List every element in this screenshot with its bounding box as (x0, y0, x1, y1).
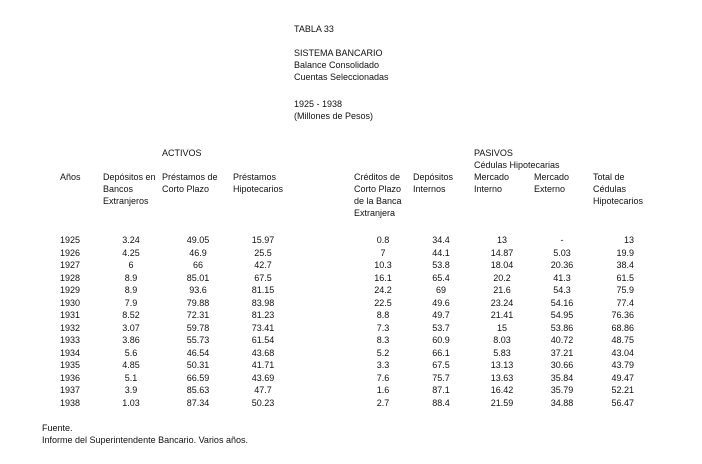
title-line-1: SISTEMA BANCARIO (294, 48, 383, 58)
cell-mercado-externo: 30.66 (550, 360, 574, 370)
cell-year: 1926 (60, 247, 81, 258)
header-line: Créditos de (354, 172, 401, 182)
cell-mercado-externo: 54.16 (550, 297, 574, 308)
cell-depositos-extranjeros: 7.9 (124, 297, 138, 308)
cell-total-cedulas: 76.36 (611, 310, 634, 320)
cell-depositos-internos: 34.4 (432, 235, 450, 245)
cell-prestamos-corto-plazo: 66.59 (186, 372, 210, 383)
cell-prestamos-corto-plazo: 55.73 (186, 335, 210, 345)
footer-source: Informe del Superintendente Bancario. Varios años. (42, 435, 248, 445)
cell-total-cedulas: 38.4 (616, 260, 634, 270)
cell-mercado-externo: 54.3 (553, 285, 571, 295)
header-line: Corto Plazo (162, 184, 210, 194)
col-header-depositos-internos (413, 171, 453, 195)
cell-creditos-banca-extranjera: 7.6 (376, 372, 390, 383)
cell-prestamos-corto-plazo: 72.31 (186, 310, 210, 320)
title-line-2: Balance Consolidado (294, 60, 380, 70)
cell-depositos-internos: 75.7 (432, 372, 450, 383)
cell-total-cedulas: 13 (623, 235, 634, 245)
cell-mercado-interno: 13.13 (490, 360, 514, 370)
col-header-anos (60, 171, 81, 183)
title-line-3: Cuentas Seleccionadas (294, 72, 389, 82)
cell-depositos-extranjeros: 3.9 (124, 385, 138, 395)
col-header-mercado-interno (474, 171, 509, 195)
cell-depositos-extranjeros: 5.1 (124, 372, 138, 383)
cell-year: 1930 (60, 297, 81, 308)
cell-depositos-extranjeros: 1.03 (122, 397, 140, 408)
cell-depositos-extranjeros: 3.07 (122, 322, 140, 333)
cell-depositos-extranjeros: 8.9 (124, 272, 138, 283)
col-header-prestamos-hipotecarios (233, 171, 283, 195)
cell-creditos-banca-extranjera: 10.3 (374, 260, 392, 270)
cell-prestamos-corto-plazo: 49.05 (186, 235, 210, 245)
cell-mercado-interno: 8.03 (493, 335, 511, 345)
cell-creditos-banca-extranjera: 2.7 (376, 397, 390, 408)
cell-depositos-internos: 69 (435, 285, 447, 295)
period: 1925 - 1938 (294, 99, 343, 109)
header-line: Depósitos en (103, 172, 156, 182)
cell-mercado-interno: 13.63 (490, 372, 514, 383)
cell-mercado-interno: 16.42 (490, 385, 514, 395)
header-line: Préstamos de (162, 172, 218, 182)
group-pasivos: PASIVOS (474, 148, 513, 158)
cell-mercado-interno: 15 (496, 322, 508, 333)
col-header-mercado-externo (534, 171, 569, 195)
cell-prestamos-corto-plazo: 59.78 (186, 322, 210, 333)
cell-prestamos-hipotecarios: 73.41 (251, 322, 275, 333)
group-cedulas: Cédulas Hipotecarias (474, 160, 560, 170)
cell-total-cedulas: 19.9 (616, 247, 634, 258)
cell-mercado-interno: 5.83 (493, 347, 511, 358)
cell-creditos-banca-extranjera: 7.3 (376, 322, 390, 333)
cell-total-cedulas: 43.04 (611, 347, 634, 358)
cell-creditos-banca-extranjera: 3.3 (376, 360, 390, 370)
cell-depositos-extranjeros: 8.9 (124, 285, 138, 295)
cell-prestamos-corto-plazo: 79.88 (186, 297, 210, 308)
cell-creditos-banca-extranjera: 1.6 (376, 385, 390, 395)
cell-prestamos-hipotecarios: 83.98 (251, 297, 275, 308)
cell-mercado-interno: 13 (496, 235, 508, 245)
col-header-creditos-banca-extranjera (354, 171, 402, 219)
header-line: Préstamos (233, 172, 277, 182)
cell-prestamos-hipotecarios: 50.23 (251, 397, 275, 408)
cell-prestamos-corto-plazo: 85.63 (186, 385, 210, 395)
cell-total-cedulas: 49.47 (611, 372, 634, 383)
header-line: Externo (534, 184, 566, 194)
cell-mercado-externo: 41.3 (553, 272, 571, 283)
cell-mercado-interno: 21.59 (490, 397, 514, 408)
cell-mercado-externo: 34.88 (550, 397, 574, 408)
cell-prestamos-hipotecarios: 42.7 (254, 260, 272, 270)
cell-year: 1927 (60, 260, 81, 270)
cell-mercado-externo: 5.03 (553, 247, 571, 258)
group-activos: ACTIVOS (162, 148, 202, 158)
cell-prestamos-hipotecarios: 47.7 (254, 385, 272, 395)
cell-year: 1937 (60, 385, 81, 395)
cell-prestamos-hipotecarios: 25.5 (254, 247, 272, 258)
cell-year: 1931 (60, 310, 81, 320)
cell-prestamos-corto-plazo: 46.54 (186, 347, 210, 358)
cell-mercado-interno: 23.24 (490, 297, 514, 308)
cell-prestamos-corto-plazo: 50.31 (186, 360, 210, 370)
cell-total-cedulas: 48.75 (611, 335, 634, 345)
col-header-total-cedulas (593, 171, 643, 207)
col-header-prestamos-corto-plazo (162, 171, 218, 195)
cell-depositos-internos: 49.6 (432, 297, 450, 308)
cell-creditos-banca-extranjera: 8.3 (376, 335, 390, 345)
col-header-depositos-extranjeros (103, 171, 156, 207)
cell-depositos-internos: 49.7 (432, 310, 450, 320)
cell-year: 1925 (60, 235, 81, 245)
cell-mercado-externo: 40.72 (550, 335, 574, 345)
header-line: Extranjeros (103, 196, 149, 206)
cell-prestamos-corto-plazo: 46.9 (189, 247, 207, 258)
cell-total-cedulas: 56.47 (611, 397, 634, 408)
header-line: Hipotecarios (233, 184, 284, 194)
cell-prestamos-hipotecarios: 61.54 (251, 335, 275, 345)
cell-depositos-internos: 67.5 (432, 360, 450, 370)
cell-total-cedulas: 68.86 (611, 322, 634, 333)
header-line: Interno (474, 184, 503, 194)
cell-creditos-banca-extranjera: 0.8 (376, 235, 390, 245)
header-line: Mercado (534, 172, 570, 182)
cell-total-cedulas: 61.5 (616, 272, 634, 283)
cell-mercado-externo: 20.36 (550, 260, 574, 270)
cell-prestamos-hipotecarios: 41.71 (251, 360, 275, 370)
cell-mercado-externo: 35.79 (550, 385, 574, 395)
cell-prestamos-hipotecarios: 67.5 (254, 272, 272, 283)
cell-depositos-internos: 88.4 (432, 397, 450, 408)
cell-prestamos-hipotecarios: 81.23 (251, 310, 275, 320)
cell-depositos-internos: 53.7 (432, 322, 450, 333)
cell-mercado-externo: 37.21 (550, 347, 574, 358)
cell-creditos-banca-extranjera: 7 (380, 247, 386, 258)
cell-depositos-internos: 66.1 (432, 347, 450, 358)
cell-mercado-interno: 14.87 (490, 247, 514, 258)
cell-total-cedulas: 43.79 (611, 360, 634, 370)
cell-year: 1936 (60, 372, 81, 383)
footer-label: Fuente. (42, 423, 73, 433)
header-line: Cédulas (593, 184, 627, 194)
cell-year: 1932 (60, 322, 81, 333)
cell-mercado-externo: - (560, 235, 564, 245)
cell-depositos-internos: 87.1 (432, 385, 450, 395)
cell-mercado-externo: 54.95 (550, 310, 574, 320)
cell-mercado-interno: 21.6 (493, 285, 511, 295)
header-line: Hipotecarios (593, 196, 644, 206)
cell-year: 1928 (60, 272, 81, 283)
cell-prestamos-hipotecarios: 81.15 (251, 285, 275, 295)
cell-prestamos-hipotecarios: 15.97 (251, 235, 275, 245)
cell-depositos-extranjeros: 5.6 (124, 347, 138, 358)
cell-depositos-extranjeros: 4.25 (122, 247, 140, 258)
cell-depositos-extranjeros: 4.85 (122, 360, 140, 370)
cell-prestamos-corto-plazo: 66 (192, 260, 204, 270)
cell-total-cedulas: 52.21 (611, 385, 634, 395)
header-line: Internos (413, 184, 446, 194)
cell-depositos-internos: 44.1 (432, 247, 450, 258)
table-number: TABLA 33 (294, 24, 334, 34)
cell-total-cedulas: 75.9 (616, 285, 634, 295)
cell-creditos-banca-extranjera: 24.2 (374, 285, 392, 295)
cell-mercado-interno: 20.2 (493, 272, 511, 283)
cell-depositos-internos: 60.9 (432, 335, 450, 345)
header-line: Corto Plazo (354, 184, 402, 194)
cell-prestamos-corto-plazo: 85.01 (186, 272, 210, 283)
cell-year: 1933 (60, 335, 81, 345)
cell-depositos-extranjeros: 6 (128, 260, 134, 270)
cell-depositos-extranjeros: 8.52 (122, 310, 140, 320)
header-line: Bancos (103, 184, 134, 194)
cell-depositos-extranjeros: 3.86 (122, 335, 140, 345)
cell-mercado-interno: 21.41 (490, 310, 514, 320)
units: (Millones de Pesos) (294, 111, 374, 121)
cell-depositos-internos: 65.4 (432, 272, 450, 283)
cell-year: 1938 (60, 397, 81, 408)
cell-creditos-banca-extranjera: 22.5 (374, 297, 392, 308)
header-line: Total de (593, 172, 625, 182)
cell-mercado-externo: 35.84 (550, 372, 574, 383)
cell-depositos-extranjeros: 3.24 (122, 235, 140, 245)
cell-year: 1929 (60, 285, 81, 295)
cell-total-cedulas: 77.4 (616, 297, 634, 308)
header-line: de la Banca (354, 196, 402, 206)
cell-mercado-externo: 53.86 (550, 322, 574, 333)
header-line: Mercado (474, 172, 510, 182)
cell-year: 1934 (60, 347, 81, 358)
cell-mercado-interno: 18.04 (490, 260, 514, 270)
cell-depositos-internos: 53.8 (432, 260, 450, 270)
header-line: Años (60, 172, 81, 182)
cell-prestamos-hipotecarios: 43.69 (251, 372, 275, 383)
header-line: Extranjera (354, 208, 396, 218)
cell-prestamos-hipotecarios: 43.68 (251, 347, 275, 358)
header-line: Depósitos (413, 172, 454, 182)
cell-creditos-banca-extranjera: 16.1 (374, 272, 392, 283)
cell-prestamos-corto-plazo: 87.34 (186, 397, 210, 408)
cell-creditos-banca-extranjera: 8.8 (376, 310, 390, 320)
cell-year: 1935 (60, 360, 81, 370)
cell-creditos-banca-extranjera: 5.2 (376, 347, 390, 358)
cell-prestamos-corto-plazo: 93.6 (189, 285, 207, 295)
